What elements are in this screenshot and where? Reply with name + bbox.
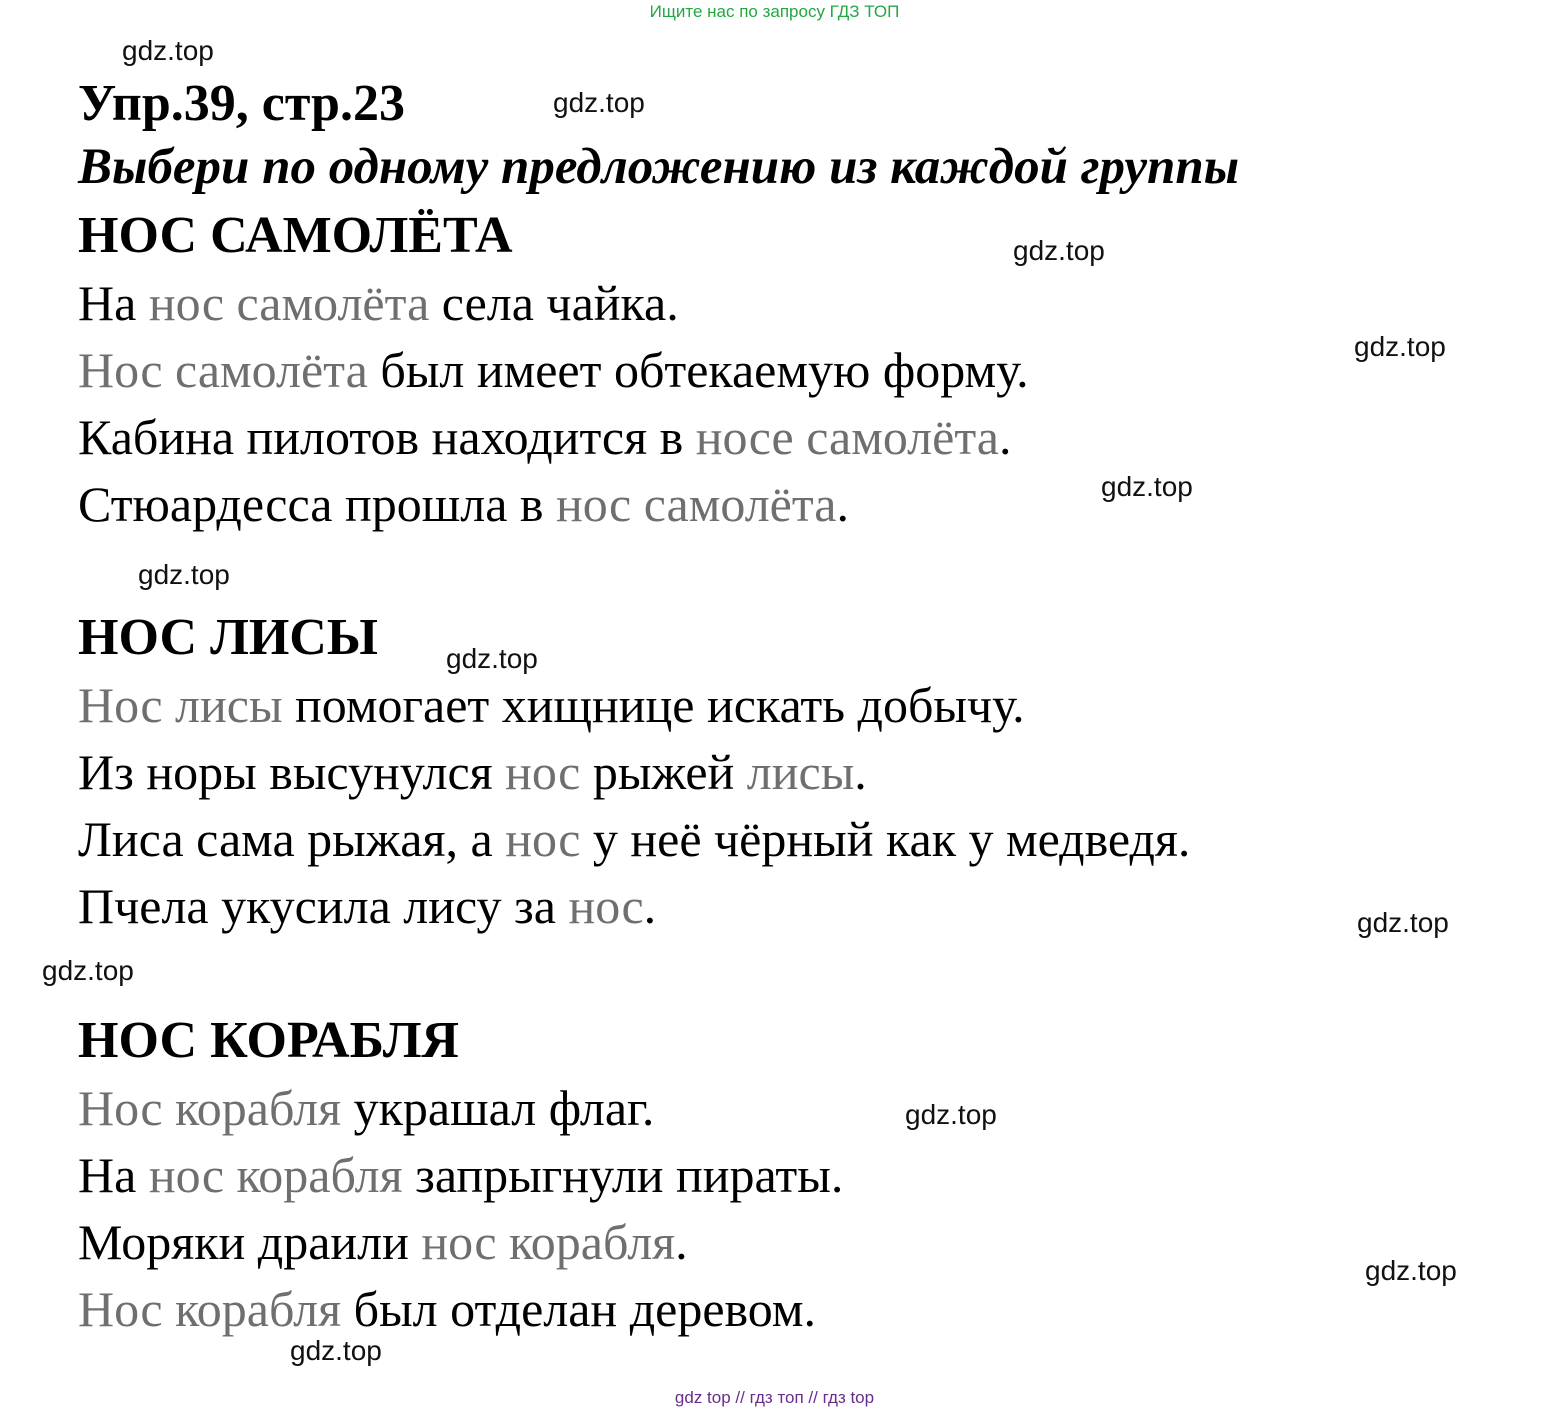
highlighted-phrase: нос корабля (421, 1214, 676, 1270)
watermark: gdz.top (1013, 235, 1105, 266)
sentence-text: На (78, 275, 149, 331)
sentence (78, 878, 657, 934)
watermark: gdz.top (1354, 331, 1446, 362)
sentence (78, 744, 867, 800)
sentence (78, 811, 1191, 867)
highlighted-phrase: Нос корабля (78, 1281, 342, 1337)
sentence-text: Кабина пилотов находится в (78, 409, 696, 465)
sentence-text: . (643, 878, 657, 934)
watermark: gdz.top (1357, 907, 1449, 938)
exercise-title: Упр.39, стр.23 (78, 75, 405, 132)
highlighted-phrase: нос самолёта (556, 476, 837, 532)
highlighted-phrase: Нос лисы (78, 677, 283, 733)
sentence (78, 1214, 688, 1270)
sentence (78, 677, 1025, 733)
sentence-text: . (836, 476, 849, 532)
sentence (78, 409, 1012, 465)
highlighted-phrase: Нос корабля (78, 1080, 342, 1136)
watermark: gdz.top (1101, 471, 1193, 502)
sentence-text: села чайка. (429, 275, 679, 331)
sentence (78, 1147, 844, 1203)
highlighted-phrase: нос (505, 744, 581, 800)
sentence-text: Стюардесса прошла в (78, 476, 557, 532)
highlighted-phrase: нос (568, 878, 644, 934)
group-heading: НОС САМОЛЁТА (78, 207, 513, 264)
highlighted-phrase: нос корабля (148, 1147, 403, 1203)
sentence (78, 342, 1029, 398)
sentence-text: Пчела укусила лису за (78, 878, 569, 934)
sentence-text: запрыгнули пираты. (402, 1147, 844, 1203)
bottom-banner: gdz top // гдз топ // гдз top (674, 1388, 875, 1407)
sentence (78, 1080, 655, 1136)
sentence-text: у неё чёрный как у медведя. (580, 811, 1191, 867)
highlighted-phrase: нос (505, 811, 581, 867)
sentence-text: . (998, 409, 1012, 465)
group-heading: НОС ЛИСЫ (78, 609, 378, 666)
highlighted-phrase: Нос самолёта (78, 342, 368, 398)
sentence-text: На (78, 1147, 149, 1203)
watermark: gdz.top (446, 643, 538, 674)
highlighted-phrase: нос самолёта (148, 275, 430, 331)
sentence-text: был отделан деревом. (341, 1281, 816, 1337)
sentence-text: Лиса сама рыжая, а (78, 811, 506, 867)
watermark: gdz.top (42, 955, 134, 986)
sentence-text: Из норы высунулся (78, 744, 506, 800)
watermark: gdz.top (1365, 1255, 1457, 1286)
top-banner: Ищите нас по запросу ГДЗ ТОП (649, 2, 900, 21)
group-heading: НОС КОРАБЛЯ (78, 1012, 459, 1069)
sentence-text: Моряки драили (78, 1214, 422, 1270)
sentence-text: рыжей (580, 744, 747, 800)
watermark: gdz.top (122, 35, 214, 66)
highlighted-phrase: лисы (746, 744, 855, 800)
sentence-text: . (854, 744, 867, 800)
task-instruction: Выбери по одному предложению из каждой группы (78, 139, 1240, 195)
sentence-text: помогает хищнице искать добычу. (282, 677, 1025, 733)
sentence (78, 476, 849, 532)
watermark: gdz.top (905, 1099, 997, 1130)
watermark: gdz.top (553, 87, 645, 118)
watermark: gdz.top (290, 1335, 382, 1366)
highlighted-phrase: носе самолёта (695, 409, 999, 465)
sentence-text: был имеет обтекаемую форму. (367, 342, 1029, 398)
watermark: gdz.top (138, 559, 230, 590)
sentence-text: украшал флаг. (341, 1080, 655, 1136)
sentence (78, 1281, 816, 1337)
sentence-text: . (675, 1214, 688, 1270)
sentence (78, 275, 679, 331)
